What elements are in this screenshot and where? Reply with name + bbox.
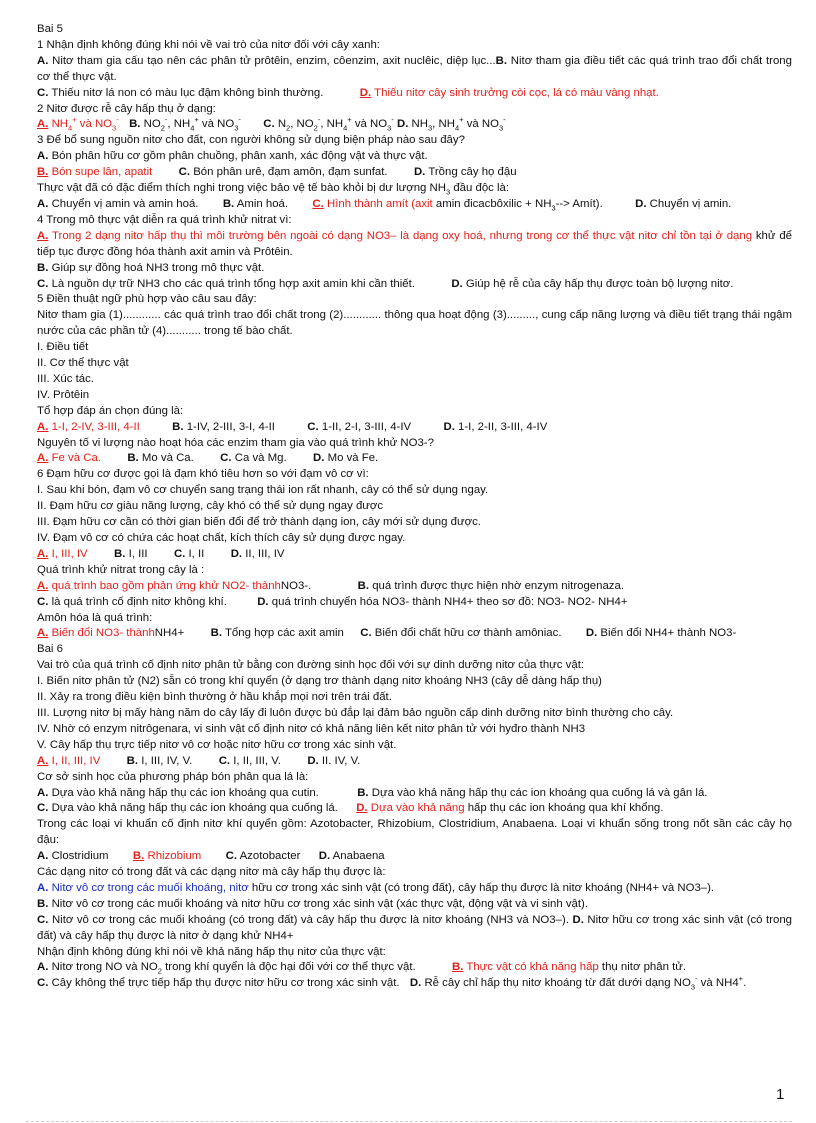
option-a-label-correct: A. bbox=[37, 754, 49, 767]
question-stem: 6 Đạm hữu cơ được gọi là đạm khó tiêu hơn so với đạm vô cơ vì: bbox=[37, 468, 369, 481]
option-d: quá trình chuyển hóa NO3- thành NH4+ theo sơ đồ: NO3- NO2- NH4+ bbox=[271, 595, 628, 608]
option-d-label: D. bbox=[572, 913, 584, 926]
option-d: Rễ cây chỉ hấp thụ nitơ khoáng từ đất dưới dạng $NO_3^-$ và NH4+. bbox=[424, 974, 747, 992]
statement: II. Đạm hữu cơ giàu năng lượng, cây khó có thể sử dụng ngay được bbox=[37, 500, 384, 513]
option-b: Bón supe lân, apatit bbox=[51, 166, 153, 179]
question-stem: Amôn hóa là quá trình: bbox=[37, 611, 153, 624]
option-b-label: B. bbox=[114, 547, 126, 560]
option-c-label: C. bbox=[173, 547, 186, 560]
option-c: Ca và Mg. bbox=[234, 452, 287, 465]
option-a-label-correct: A. bbox=[37, 118, 49, 131]
option-b: Dựa vào khả năng hấp thụ các ion khoáng qua cuống lá và gân lá. bbox=[371, 786, 708, 799]
option-d: II, III, IV bbox=[245, 547, 285, 560]
statement: I. Sau khi bón, đạm vô cơ chuyển sang trạng thái ion rất nhanh, cây có thể sử dụng ngay. bbox=[37, 484, 489, 497]
option-c-label: C. bbox=[307, 420, 319, 433]
option-d: 1-I, 2-II, 3-III, 4-IV bbox=[458, 420, 548, 433]
option-b-label: B. bbox=[126, 754, 139, 767]
option-d-label: D. bbox=[318, 850, 331, 863]
option-c-label: C. bbox=[37, 913, 49, 926]
option-b: 1-IV, 2-III, 3-I, 4-II bbox=[186, 420, 275, 433]
option-d-label: D. bbox=[409, 977, 422, 990]
answer-line bbox=[37, 579, 792, 595]
option-c-label: C. bbox=[218, 754, 231, 767]
term-option: III. Xúc tác. bbox=[37, 372, 94, 385]
option-c: Nitơ vô cơ trong các muối khoáng (có trong đất) và cây hấp thu được là nitơ khoáng (NH3 và NO3–). bbox=[51, 913, 569, 926]
option-b-label: B. bbox=[37, 261, 49, 274]
option-d: Mo và Fe. bbox=[327, 452, 379, 465]
question-stem: Quá trình khử nitrat trong cây là : bbox=[37, 563, 205, 576]
option-c: I, II, III, V. bbox=[233, 754, 281, 767]
option-a-label-correct: A. bbox=[37, 881, 49, 894]
question-stem: 1 Nhận định không đúng khi nói về vai trò của nitơ đối với cây xanh: bbox=[37, 38, 380, 51]
answer-line bbox=[37, 547, 792, 563]
option-b: Rhizobium bbox=[147, 850, 202, 863]
question-stem: Vai trò của quá trình cố định nitơ phân tử bằng con đường sinh học đối với sự dinh dưỡng nitơ của thực vật: bbox=[37, 659, 585, 672]
answer-line bbox=[37, 976, 792, 992]
option-c: I, II bbox=[188, 547, 205, 560]
option-c: 1-II, 2-I, 3-III, 4-IV bbox=[321, 420, 412, 433]
option-b-label: B. bbox=[172, 420, 184, 433]
answer-line bbox=[37, 897, 792, 913]
option-b: Nitơ vô cơ trong các muối khoáng và nitơ hữu cơ trong xác sinh vật (xác thực vật, động vật và vi sinh vật). bbox=[51, 897, 589, 910]
option-b-rest: thụ nitơ phân tử. bbox=[598, 961, 687, 974]
option-c-rest: amin đicacbôxilic + $NH_3-->$ Amít). bbox=[435, 197, 603, 213]
option-a-label: A. bbox=[37, 961, 49, 974]
option-b: I, III bbox=[128, 547, 148, 560]
option-a: Biến đổi NO3- thành bbox=[51, 627, 155, 640]
term-option: I. Điều tiết bbox=[37, 341, 89, 354]
option-c: Azotobacter bbox=[239, 850, 301, 863]
answer-line bbox=[37, 801, 792, 817]
answer-line bbox=[37, 960, 792, 976]
option-d-label: D. bbox=[257, 595, 269, 608]
option-a: Nitơ vô cơ trong các muối khoáng, nitơ bbox=[51, 881, 249, 894]
option-a-rest: khử để tiếp tục được đồng hóa thành axit amin và Prôtêin. bbox=[37, 229, 792, 258]
option-c: Cây không thể trực tiếp hấp thụ được nitơ hữu cơ trong xác sinh vật. bbox=[51, 977, 400, 990]
statement: II. Xảy ra trong điều kiện bình thường ở hầu khắp mọi nơi trên trái đất. bbox=[37, 691, 392, 704]
option-b-label: B. bbox=[495, 54, 508, 67]
option-c-label-correct: C. bbox=[312, 197, 324, 210]
option-a: Bón phân hữu cơ gồm phân chuồng, phân xanh, xác động vật và thực vật. bbox=[51, 150, 428, 163]
option-c-label: C. bbox=[263, 118, 275, 131]
option-a-rest: hữu cơ trong xác sinh vật (có trong đất), cây hấp thụ được là nitơ khoáng (NH4+ và NO3–). bbox=[251, 881, 715, 894]
option-d-rest: hấp thụ các ion khoáng qua khí khổng. bbox=[467, 802, 664, 815]
option-c-label: C. bbox=[37, 86, 49, 99]
option-c-label: C. bbox=[37, 802, 49, 815]
option-a-label-correct: A. bbox=[37, 579, 49, 592]
option-c-label: C. bbox=[178, 166, 191, 179]
option-d: Nitơ hữu cơ trong xác sinh vật (có trong đất) và cây hấp thụ được là nitơ ở dạng khử NH4+ bbox=[37, 913, 793, 942]
page-number: 1 bbox=[776, 1086, 785, 1103]
option-a-label: A. bbox=[37, 150, 49, 163]
answer-line bbox=[37, 849, 792, 865]
question-stem: Nguyên tố vi lượng nào hoạt hóa các enzim tham gia vào quá trình khử NO3-? bbox=[37, 436, 434, 449]
question-stem: Tổ hợp đáp án chọn đúng là: bbox=[37, 404, 184, 417]
option-c-label: C. bbox=[37, 595, 49, 608]
option-d: Dựa vào khả năng bbox=[370, 802, 465, 815]
statement: III. Đạm hữu cơ cần có thời gian biến đổi để trở thành dạng ion, cây mới sử dụng được. bbox=[37, 516, 481, 529]
answer-line bbox=[37, 197, 792, 213]
option-b: I, III, IV, V. bbox=[141, 754, 193, 767]
option-d: Thiếu nitơ cây sinh trưởng còi cọc, lá có màu vàng nhạt. bbox=[374, 86, 659, 99]
option-d-label-correct: D. bbox=[356, 802, 368, 815]
answer-line bbox=[37, 277, 792, 293]
section-title: Bai 5 bbox=[37, 23, 63, 35]
option-a-label: A. bbox=[37, 786, 49, 799]
answer-line bbox=[37, 261, 792, 277]
option-c-label: C. bbox=[37, 277, 49, 290]
option-a: I, II, III, IV bbox=[51, 754, 101, 767]
option-d-label: D. bbox=[413, 166, 426, 179]
answer-line bbox=[37, 451, 792, 467]
option-c: Biến đổi chất hữu cơ thành amôniac. bbox=[374, 627, 562, 640]
answer-line bbox=[37, 149, 792, 165]
answer-line bbox=[37, 595, 792, 611]
option-c: Là nguồn dự trữ NH3 cho các quá trình tổng hợp axit amin khi cần thiết. bbox=[51, 277, 415, 290]
answer-line bbox=[37, 786, 792, 802]
section-title: Bai 6 bbox=[37, 643, 63, 656]
option-b-label: B. bbox=[129, 118, 141, 131]
option-c-label: C. bbox=[220, 452, 232, 465]
option-a-rest: NO3-. bbox=[280, 579, 312, 592]
answer-line bbox=[37, 754, 792, 770]
option-b: $NO_2^-$, $NH_4^+$ và $NO_3^-$ bbox=[143, 115, 241, 133]
answer-line bbox=[37, 165, 792, 181]
question-stem: 3 Để bổ sung nguồn nitơ cho đất, con người không sử dụng biện pháp nào sau đây? bbox=[37, 134, 465, 147]
option-c-label: C. bbox=[360, 627, 372, 640]
option-b-label: B. bbox=[357, 579, 370, 592]
option-d: Chuyển vị amin. bbox=[649, 197, 732, 210]
answer-line bbox=[37, 86, 792, 102]
option-d-label: D. bbox=[443, 420, 455, 433]
option-a: Nitơ tham gia cấu tạo nên các phân tử prôtêin, enzim, côenzim, axit nuclêic, diệp lục... bbox=[52, 54, 496, 67]
option-a: Dựa vào khả năng hấp thụ các ion khoáng qua cutin. bbox=[51, 786, 319, 799]
option-d: Anabaena bbox=[332, 850, 385, 863]
fill-in-text: Nitơ tham gia (1)............ các quá trình trao đổi chất trong (2)............ thông qua hoạt động (3)........., cung cấp năng lượng và điều tiết trạng thái ngậm nước của các phần tử (4)........... trong tế bào chất. bbox=[37, 309, 792, 338]
answer-line bbox=[37, 420, 792, 436]
option-a-label-correct: A. bbox=[37, 229, 49, 242]
option-d: Trồng cây họ đậu bbox=[428, 166, 517, 179]
option-d-label: D. bbox=[313, 452, 325, 465]
option-a-label-correct: A. bbox=[37, 627, 49, 640]
statement: IV. Nhờ có enzym nitrôgenara, vi sinh vật cố định nitơ có khả năng liên kết nitơ phân tử với hyđro thành NH3 bbox=[37, 722, 586, 735]
option-c: Thiếu nitơ lá non có màu lục đậm không bình thường. bbox=[51, 86, 324, 99]
option-b-label-correct: B. bbox=[452, 961, 464, 974]
term-option: IV. Prôtêin bbox=[37, 388, 90, 401]
question-stem: Trong các loại vi khuẩn cố định nitơ khí quyển gồm: Azotobacter, Rhizobium, Clostridium, Anabaena. Loại vi khuẩn sống trong nốt sần các cây họ đậu: bbox=[37, 818, 792, 847]
option-a-label: A. bbox=[37, 54, 49, 67]
answer-line bbox=[37, 626, 792, 642]
option-a: I, III, IV bbox=[51, 547, 88, 560]
option-b: Thực vật có khả năng hấp bbox=[466, 961, 599, 974]
option-b: Giúp sự đồng hoá NH3 trong mô thực vật. bbox=[51, 261, 265, 274]
option-a: Fe và Ca. bbox=[51, 452, 101, 465]
question-stem: Thực vật đã có đặc điểm thích nghi trong việc bảo vệ tế bào khỏi bị dư lượng $NH_3$ đầu độc là: bbox=[37, 182, 510, 197]
option-a: Clostridium bbox=[51, 850, 109, 863]
statement: V. Cây hấp thụ trực tiếp nitơ vô cơ hoặc nitơ hữu cơ trong xác sinh vật. bbox=[37, 738, 397, 751]
option-c-label: C. bbox=[37, 977, 49, 990]
term-option: II. Cơ thể thực vật bbox=[37, 357, 129, 370]
option-c: $N_2$, $NO_2^-$, $NH_4^+$ và $NO_3^-$ bbox=[277, 115, 394, 133]
question-stem: 5 Điền thuật ngữ phù hợp vào câu sau đây: bbox=[37, 293, 257, 306]
option-d: $NH_3$, $NH_4^+$ và $NO_3^-$ bbox=[411, 115, 506, 133]
option-b-label: B. bbox=[210, 627, 222, 640]
option-a-label-correct: A. bbox=[37, 420, 49, 433]
option-c: Bón phân urê, đạm amôn, đạm sunfat. bbox=[193, 166, 388, 179]
option-b: Nitơ tham gia điều tiết các quá trình trao đổi chất trong cơ thể thực vật. bbox=[37, 54, 792, 83]
option-a: quá trình bao gồm phản ứng khử NO2- thành bbox=[51, 579, 281, 592]
option-a: Trong 2 dạng nitơ hấp thụ thì môi trường bên ngoài có dạng NO3– là dạng oxy hoá, nhưng trong cơ thể thực vật nitơ chỉ tồn tại ở dạng bbox=[52, 229, 753, 242]
answer-line bbox=[37, 229, 792, 261]
statement: IV. Đạm vô cơ có chứa các hoạt chất, kích thích cây sử dụng được ngay. bbox=[37, 532, 406, 544]
option-b-label: B. bbox=[127, 452, 139, 465]
question-stem: 2 Nitơ được rễ cây hấp thụ ở dạng: bbox=[37, 102, 216, 115]
question-stem: Các dạng nitơ có trong đất và các dạng nitơ mà cây hấp thụ được là: bbox=[37, 866, 386, 879]
option-b-label: B. bbox=[222, 197, 235, 210]
option-d-label-correct: D. bbox=[359, 86, 372, 99]
statement: III. Lượng nitơ bị mấy hàng năm do cây lấy đi luôn được bù đắp lại đảm bảo nguồn cấp dinh dưỡng nitơ bình thường cho cây. bbox=[37, 706, 674, 719]
option-b-label-correct: B. bbox=[37, 166, 49, 179]
footer-divider bbox=[26, 1121, 792, 1122]
option-d: II. IV, V. bbox=[321, 754, 361, 767]
option-a-label: A. bbox=[37, 197, 49, 210]
option-a-label-correct: A. bbox=[37, 547, 49, 560]
option-b-label: B. bbox=[37, 897, 49, 910]
option-d-label: D. bbox=[585, 627, 598, 640]
answer-line bbox=[37, 881, 792, 897]
question-stem: Nhận định không đúng khi nói về khả năng hấp thụ nitơ của thực vật: bbox=[37, 945, 386, 958]
option-a: Nitơ trong NO và $NO_2$ trong khí quyển là độc hại đối với cơ thể thực vật. bbox=[51, 961, 416, 976]
option-d-label: D. bbox=[635, 197, 647, 210]
option-b: Tổng hợp các axit amin bbox=[224, 627, 344, 640]
option-a: 1-I, 2-IV, 3-III, 4-II bbox=[51, 420, 140, 433]
option-d-label: D. bbox=[230, 547, 243, 560]
option-d: Giúp hệ rễ của cây hấp thụ được toàn bộ lượng nitơ. bbox=[465, 277, 734, 290]
option-c: Hình thành amít (axit bbox=[326, 197, 433, 210]
question-stem: Cơ sở sinh học của phương pháp bón phân qua lá là: bbox=[37, 770, 309, 783]
answer-line bbox=[37, 913, 792, 945]
option-b-label-correct: B. bbox=[132, 850, 145, 863]
option-a: Chuyển vị amin và amin hoá. bbox=[51, 197, 199, 210]
option-a-label: A. bbox=[37, 850, 49, 863]
option-c: là quá trình cố định nitơ không khí. bbox=[51, 595, 227, 608]
option-b-label: B. bbox=[357, 786, 369, 799]
document-page bbox=[37, 22, 792, 992]
answer-line bbox=[37, 54, 792, 86]
question-stem: 4 Trong mô thực vật diễn ra quá trình khử nitrat vì: bbox=[37, 213, 292, 226]
statement: I. Biến nitơ phân tử (N2) sẵn có trong khí quyển (ở dạng trơ thành dạng nitơ khoáng NH3 (cây dễ dàng hấp thụ) bbox=[37, 675, 602, 688]
option-a: $NH_4^+$ và $NO_3^-$ bbox=[51, 115, 119, 133]
option-a-label-correct: A. bbox=[37, 452, 49, 465]
option-a-rest: NH4+ bbox=[154, 627, 185, 640]
option-d-label: D. bbox=[451, 277, 463, 290]
answer-line bbox=[37, 117, 792, 133]
option-c: Dựa vào khả năng hấp thụ các ion khoáng qua cuống lá. bbox=[51, 802, 338, 815]
option-b: Mo và Ca. bbox=[141, 452, 194, 465]
option-b: Amin hoá. bbox=[236, 197, 289, 210]
option-d: Biến đổi NH4+ thành NO3- bbox=[600, 627, 737, 640]
option-c-label: C. bbox=[225, 850, 238, 863]
option-b: quá trình được thực hiện nhờ enzym nitrogenaza. bbox=[372, 579, 624, 592]
option-d-label: D. bbox=[307, 754, 319, 767]
option-d-label: D. bbox=[396, 118, 409, 131]
